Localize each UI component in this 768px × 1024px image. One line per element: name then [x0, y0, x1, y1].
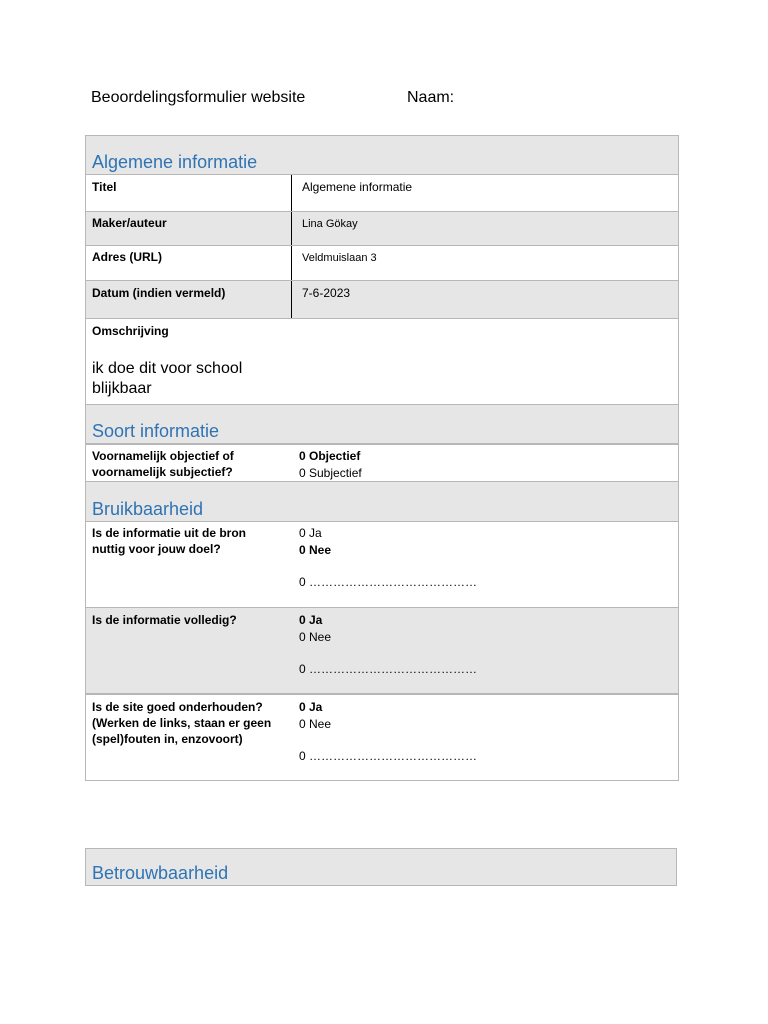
section-title: Bruikbaarheid [92, 499, 204, 519]
onderhouden-question [92, 699, 271, 747]
question-line: nuttig voor jouw doel? [92, 542, 221, 556]
option-objectief[interactable]: 0 Objectief [299, 449, 361, 463]
row-maker [86, 212, 678, 246]
spacer [299, 645, 477, 661]
column-divider [291, 246, 292, 280]
volledig-question [92, 612, 237, 628]
question-line: Voornamelijk objectief of [92, 449, 234, 463]
nuttig-question [92, 525, 246, 557]
label-maker: Maker/auteur [92, 216, 167, 230]
option-ja[interactable]: 0 Ja [299, 613, 323, 627]
option-other[interactable]: 0 …………………………………… [299, 575, 478, 589]
onderhouden-options [299, 699, 477, 765]
section-heading-bruikbaarheid [86, 482, 678, 522]
section-heading-soort [86, 405, 678, 445]
label-omschrijving: Omschrijving [92, 324, 169, 338]
value-titel[interactable]: Algemene informatie [302, 180, 413, 194]
row-soort-question [86, 445, 678, 482]
row-omschrijving [86, 319, 678, 405]
section-heading-betrouwbaarheid [85, 848, 677, 886]
section-title: Soort informatie [92, 421, 220, 441]
value-maker[interactable]: Lina Gökay [302, 218, 358, 230]
row-titel [86, 175, 678, 212]
question-line: Is de informatie uit de bron [92, 526, 247, 540]
option-ja[interactable]: 0 Ja [299, 700, 323, 714]
section-title: Algemene informatie [92, 152, 258, 172]
option-subjectief[interactable]: 0 Subjectief [299, 465, 362, 480]
question-line: Is de site goed onderhouden? [92, 700, 263, 714]
evaluation-form [85, 135, 679, 781]
spacer [299, 732, 477, 748]
document-header [91, 89, 691, 111]
omschrijving-text[interactable] [92, 359, 242, 399]
label-titel: Titel [92, 180, 117, 194]
question-line: voornamelijk subjectief? [92, 465, 233, 479]
row-volledig [86, 608, 678, 695]
row-onderhouden [86, 695, 678, 781]
naam-label: Naam: [407, 89, 455, 106]
section-title: Betrouwbaarheid [92, 863, 229, 883]
form-title: Beoordelingsformulier website [91, 89, 306, 106]
soort-options [299, 448, 362, 481]
soort-question [92, 448, 234, 480]
volledig-options [299, 612, 477, 678]
column-divider [291, 175, 292, 211]
value-adres[interactable]: Veldmuislaan 3 [302, 252, 377, 264]
row-datum [86, 281, 678, 319]
row-adres [86, 246, 678, 281]
question-line: (Werken de links, staan er geen [92, 716, 272, 730]
label-adres: Adres (URL) [92, 250, 163, 264]
option-nee[interactable]: 0 Nee [299, 542, 332, 557]
option-nee[interactable]: 0 Nee [299, 716, 332, 731]
value-datum[interactable]: 7-6-2023 [302, 286, 351, 300]
omschrijving-line: blijkbaar [92, 380, 152, 397]
question-line: (spel)fouten in, enzovoort) [92, 732, 243, 746]
option-ja[interactable]: 0 Ja [299, 526, 322, 540]
section-heading-algemene [86, 136, 678, 175]
option-other[interactable]: 0 …………………………………… [299, 749, 478, 763]
row-nuttig [86, 522, 678, 608]
omschrijving-line: ik doe dit voor school [92, 360, 243, 377]
option-nee[interactable]: 0 Nee [299, 629, 332, 644]
column-divider [291, 212, 292, 245]
question-line: Is de informatie volledig? [92, 613, 237, 627]
spacer [299, 558, 477, 574]
nuttig-options [299, 525, 477, 591]
option-other[interactable]: 0 …………………………………… [299, 662, 478, 676]
column-divider [291, 281, 292, 318]
label-datum: Datum (indien vermeld) [92, 286, 226, 300]
